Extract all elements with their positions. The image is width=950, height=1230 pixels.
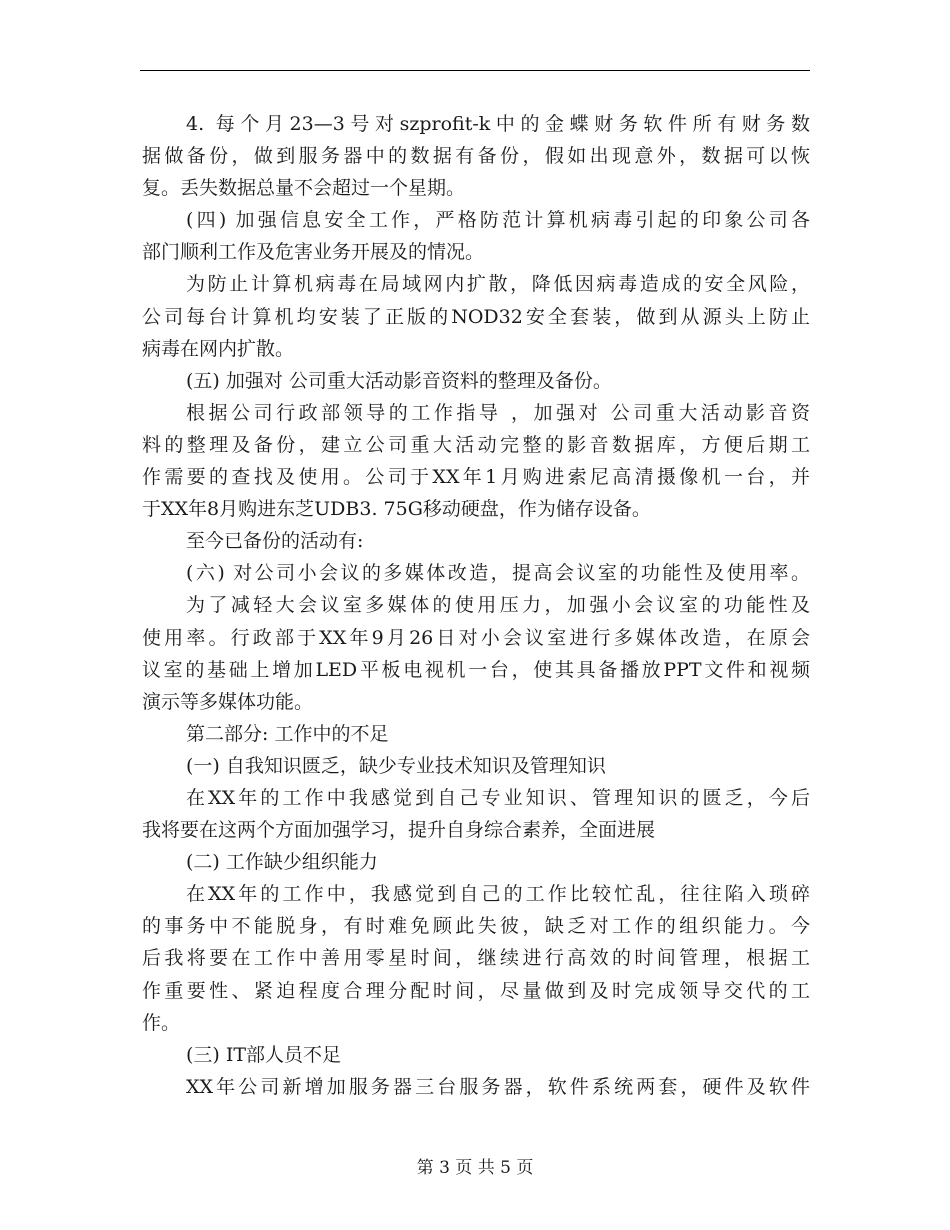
text-line: 第二部分: 工作中的不足 — [186, 722, 389, 745]
text-line: 为防止计算机病毒在局域网内扩散，降低因病毒造成的安全风险， — [186, 273, 810, 296]
text-line: 于XX年8月购进东芝UDB3. 75G移动硬盘，作为储存设备。 — [142, 498, 651, 521]
text-line: 根据公司行政部领导的工作指导 ，加强对 公司重大活动影音资 — [186, 401, 810, 424]
text-line: XX年公司新增加服务器三台服务器，软件系统两套，硬件及软件 — [186, 1075, 810, 1098]
text-line: 的事务中不能脱身，有时难免顾此失彼，缺乏对工作的组织能力。今 — [142, 915, 810, 938]
text-line: 我将要在这两个方面加强学习，提升自身综合素养，全面进展 — [142, 819, 656, 842]
text-line: 据做备份，做到服务器中的数据有备份，假如出现意外，数据可以恢 — [142, 145, 810, 168]
text-line: 在XX年的工作中，我感觉到自己的工作比较忙乱，往往陷入琐碎 — [186, 883, 810, 906]
text-line: 在XX年的工作中我感觉到自己专业知识、管理知识的匮乏，今后 — [186, 786, 810, 809]
text-line: 作。 — [142, 1011, 181, 1034]
text-line: (二) 工作缺少组织能力 — [186, 851, 378, 874]
text-line: 复。丢失数据总量不会超过一个星期。 — [142, 177, 466, 200]
text-line: 演示等多媒体功能。 — [142, 690, 314, 713]
text-line: 作需要的查找及使用。公司于XX年1月购进索尼高清摄像机一台，并 — [142, 466, 810, 489]
text-line: 4. 每个月23—3号对szprofit-k中的金蝶财务软件所有财务数 — [186, 113, 810, 135]
text-line: 后我将要在工作中善用零星时间，继续进行高效的时间管理，根据工 — [142, 947, 810, 970]
text-line: 病毒在网内扩散。 — [142, 337, 295, 360]
text-line: 至今已备份的活动有: — [186, 530, 364, 553]
text-line: (一) 自我知识匮乏，缺少专业技术知识及管理知识 — [186, 754, 606, 777]
text-line: 料的整理及备份，建立公司重大活动完整的影音数据库，方便后期工 — [142, 433, 810, 456]
header-rule — [140, 70, 810, 71]
text-line: 公司每台计算机均安装了正版的NOD32安全套装，做到从源头上防止 — [142, 305, 810, 328]
text-line: (四) 加强信息安全工作，严格防范计算机病毒引起的印象公司各 — [186, 209, 810, 232]
text-line: 为了减轻大会议室多媒体的使用压力，加强小会议室的功能性及 — [186, 594, 810, 617]
text-line: 部门顺利工作及危害业务开展及的情况。 — [142, 241, 485, 264]
text-line: 议室的基础上增加LED平板电视机一台，使其具备播放PPT文件和视频 — [142, 658, 810, 681]
document-body — [142, 108, 810, 1103]
page-number: 第 3 页 共 5 页 — [416, 1158, 534, 1178]
text-line: (六) 对公司小会议的多媒体改造，提高会议室的功能性及使用率。 — [186, 562, 810, 585]
text-line: (三) IT部人员不足 — [186, 1043, 342, 1066]
text-line: 使用率。行政部于XX年9月26日对小会议室进行多媒体改造，在原会 — [142, 626, 810, 649]
text-line: (五) 加强对 公司重大活动影音资料的整理及备份。 — [186, 369, 612, 392]
text-line: 作重要性、紧迫程度合理分配时间，尽量做到及时完成领导交代的工 — [142, 979, 810, 1002]
